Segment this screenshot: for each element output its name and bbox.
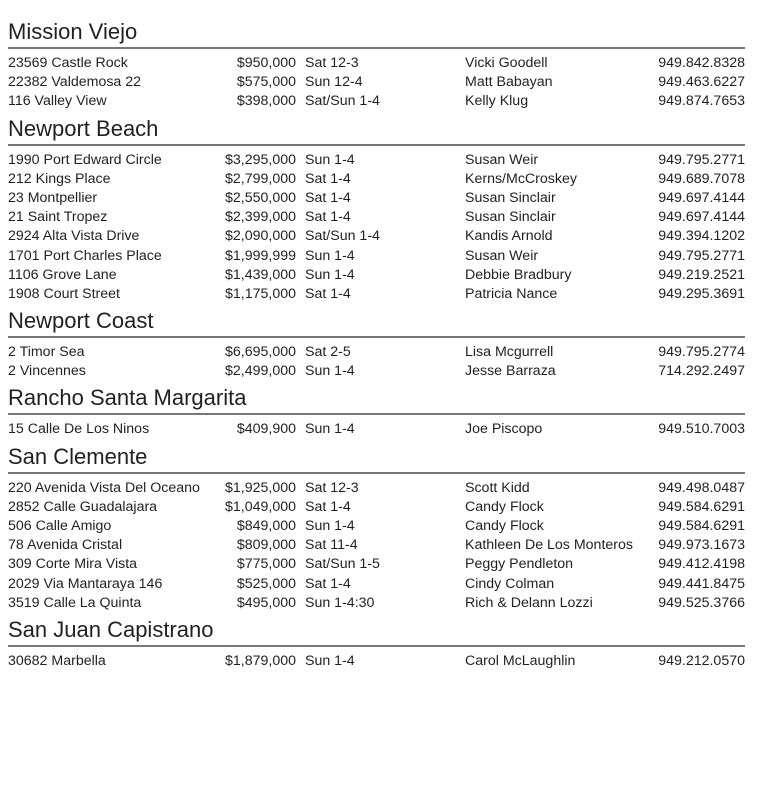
open-house-schedule: Sat 12-3 bbox=[305, 55, 359, 71]
agent-phone: 949.463.6227 bbox=[658, 74, 745, 91]
open-house-schedule: Sat 1-4 bbox=[305, 285, 351, 302]
open-house-schedule: Sun 12-4 bbox=[305, 74, 363, 91]
listing-price: $2,399,000 bbox=[224, 209, 296, 226]
listing-price: $849,000 bbox=[236, 518, 296, 534]
city-section bbox=[8, 384, 745, 439]
agent-name: Kelly Klug bbox=[465, 93, 529, 110]
listing-row bbox=[8, 517, 745, 536]
listing-address: 2 Vincennes bbox=[8, 363, 86, 380]
listing-row bbox=[8, 266, 745, 285]
agent-phone: 949.212.0570 bbox=[658, 652, 745, 669]
agent-name: Matt Babayan bbox=[465, 74, 553, 91]
open-house-schedule: Sun 1-4 bbox=[305, 266, 355, 283]
agent-phone: 714.292.2497 bbox=[658, 363, 745, 380]
listing-price: $950,000 bbox=[236, 55, 296, 71]
listing-address: 2029 Via Mantaraya 146 bbox=[8, 575, 163, 592]
city-heading: Newport Coast bbox=[8, 308, 154, 334]
listing-row bbox=[8, 54, 745, 73]
listing-address: 15 Calle De Los Ninos bbox=[8, 421, 150, 438]
listing-price: $2,499,000 bbox=[224, 363, 296, 380]
listing-price: $1,049,000 bbox=[224, 498, 296, 515]
listing-address: 1106 Grove Lane bbox=[8, 266, 117, 283]
agent-name: Susan Sinclair bbox=[465, 209, 556, 226]
open-house-schedule: Sun 1-4 bbox=[305, 363, 355, 380]
agent-name: Vicki Goodell bbox=[465, 55, 548, 71]
agent-phone: 949.219.2521 bbox=[658, 266, 745, 283]
agent-phone: 949.498.0487 bbox=[658, 479, 745, 496]
city-section bbox=[8, 443, 745, 613]
open-house-schedule: Sun 1-4 bbox=[305, 421, 355, 438]
city-section bbox=[8, 115, 745, 305]
agent-name: Candy Flock bbox=[465, 498, 544, 515]
listing-address: 21 Saint Tropez bbox=[8, 209, 108, 226]
listing-price: $1,175,000 bbox=[224, 285, 296, 302]
listing-row bbox=[8, 189, 745, 208]
agent-name: Peggy Pendleton bbox=[465, 556, 574, 573]
listing-row bbox=[8, 555, 745, 574]
listing-row bbox=[8, 362, 745, 381]
agent-phone: 949.689.7078 bbox=[658, 170, 745, 187]
city-heading: Newport Beach bbox=[8, 115, 159, 141]
listing-price: $409,900 bbox=[236, 421, 296, 438]
open-house-schedule: Sat 11-4 bbox=[305, 537, 358, 554]
listing-row bbox=[8, 73, 745, 92]
agent-phone: 949.584.6291 bbox=[658, 518, 745, 534]
agent-name: Patricia Nance bbox=[465, 285, 558, 302]
agent-name: Rich & Delann Lozzi bbox=[465, 594, 593, 611]
agent-name: Lisa Mcgurrell bbox=[465, 344, 554, 361]
open-house-schedule: Sat 2-5 bbox=[305, 344, 351, 361]
agent-phone: 949.394.1202 bbox=[658, 228, 745, 245]
open-house-schedule: Sat 1-4 bbox=[305, 498, 351, 515]
listing-price: $2,090,000 bbox=[224, 228, 296, 245]
listing-row bbox=[8, 594, 745, 613]
open-house-schedule: Sun 1-4:30 bbox=[305, 594, 375, 611]
open-house-schedule: Sat/Sun 1-4 bbox=[305, 93, 380, 110]
listing-address: 30682 Marbella bbox=[8, 652, 106, 669]
open-house-schedule: Sat/Sun 1-5 bbox=[305, 556, 380, 573]
agent-name: Joe Piscopo bbox=[465, 421, 543, 438]
open-house-schedule: Sat 1-4 bbox=[305, 170, 351, 187]
listing-price: $775,000 bbox=[236, 556, 296, 573]
agent-phone: 949.795.2774 bbox=[658, 344, 745, 361]
agent-phone: 949.525.3766 bbox=[658, 594, 745, 611]
listing-address: 2852 Calle Guadalajara bbox=[8, 498, 158, 515]
listing-price: $1,879,000 bbox=[224, 652, 296, 669]
listing-address: 116 Valley View bbox=[8, 93, 107, 110]
listing-price: $3,295,000 bbox=[224, 151, 296, 168]
agent-phone: 949.584.6291 bbox=[658, 498, 745, 515]
listing-row bbox=[8, 151, 745, 170]
section-divider bbox=[8, 47, 745, 49]
listing-price: $2,550,000 bbox=[224, 189, 296, 206]
listing-address: 22382 Valdemosa 22 bbox=[8, 74, 142, 91]
listing-price: $1,999,999 bbox=[224, 247, 296, 264]
listing-row bbox=[8, 170, 745, 189]
listing-address: 212 Kings Place bbox=[8, 170, 111, 187]
listing-address: 23 Montpellier bbox=[8, 189, 98, 206]
section-divider bbox=[8, 144, 745, 146]
agent-phone: 949.795.2771 bbox=[658, 247, 745, 264]
city-section bbox=[8, 307, 745, 381]
open-house-schedule: Sat 1-4 bbox=[305, 209, 351, 226]
open-house-schedule: Sat/Sun 1-4 bbox=[305, 228, 380, 245]
agent-name: Susan Sinclair bbox=[465, 189, 556, 206]
agent-phone: 949.510.7003 bbox=[658, 421, 745, 438]
agent-name: Kathleen De Los Monteros bbox=[465, 537, 633, 554]
agent-phone: 949.412.4198 bbox=[658, 556, 745, 573]
city-section bbox=[8, 616, 745, 671]
city-section bbox=[8, 18, 745, 112]
agent-name: Susan Weir bbox=[465, 151, 539, 168]
agent-name: Kandis Arnold bbox=[465, 228, 553, 245]
agent-name: Candy Flock bbox=[465, 518, 544, 534]
listing-row bbox=[8, 208, 745, 227]
agent-phone: 949.842.8328 bbox=[658, 55, 745, 71]
agent-phone: 949.973.1673 bbox=[658, 537, 745, 554]
city-heading: Rancho Santa Margarita bbox=[8, 385, 247, 411]
listing-price: $575,000 bbox=[236, 74, 296, 91]
agent-phone: 949.697.4144 bbox=[658, 209, 745, 226]
listing-price: $2,799,000 bbox=[224, 170, 296, 187]
city-heading: Mission Viejo bbox=[8, 19, 138, 44]
listing-row bbox=[8, 575, 745, 594]
listing-row bbox=[8, 420, 745, 439]
city-heading: San Clemente bbox=[8, 443, 148, 469]
agent-name: Carol McLaughlin bbox=[465, 652, 576, 669]
city-heading: San Juan Capistrano bbox=[8, 616, 214, 642]
listing-address: 3519 Calle La Quinta bbox=[8, 594, 142, 611]
open-house-schedule: Sun 1-4 bbox=[305, 652, 355, 669]
listing-price: $809,000 bbox=[236, 537, 296, 554]
listing-row bbox=[8, 479, 745, 498]
agent-phone: 949.874.7653 bbox=[658, 93, 745, 110]
listing-price: $398,000 bbox=[236, 93, 296, 110]
agent-name: Scott Kidd bbox=[465, 479, 530, 496]
open-house-schedule: Sat 1-4 bbox=[305, 189, 351, 206]
agent-name: Susan Weir bbox=[465, 247, 539, 264]
listing-address: 506 Calle Amigo bbox=[8, 518, 112, 534]
section-divider bbox=[8, 472, 745, 474]
listing-row bbox=[8, 652, 745, 671]
listing-price: $525,000 bbox=[236, 575, 296, 592]
agent-phone: 949.441.8475 bbox=[658, 575, 745, 592]
open-house-schedule: Sun 1-4 bbox=[305, 247, 355, 264]
agent-name: Debbie Bradbury bbox=[465, 266, 572, 283]
listing-address: 309 Corte Mira Vista bbox=[8, 556, 138, 573]
listing-row bbox=[8, 498, 745, 517]
open-house-schedule: Sun 1-4 bbox=[305, 151, 355, 168]
listing-row bbox=[8, 536, 745, 555]
listing-price: $6,695,000 bbox=[224, 344, 296, 361]
listing-row bbox=[8, 343, 745, 362]
open-house-schedule: Sat 12-3 bbox=[305, 479, 359, 496]
agent-name: Jesse Barraza bbox=[465, 363, 556, 380]
listing-address: 2 Timor Sea bbox=[8, 344, 85, 361]
listing-address: 1908 Court Street bbox=[8, 285, 120, 302]
listing-row bbox=[8, 285, 745, 304]
listing-address: 23569 Castle Rock bbox=[8, 55, 128, 71]
agent-phone: 949.295.3691 bbox=[658, 285, 745, 302]
open-house-schedule: Sat 1-4 bbox=[305, 575, 351, 592]
listing-address: 78 Avenida Cristal bbox=[8, 537, 123, 554]
agent-name: Kerns/McCroskey bbox=[465, 170, 577, 187]
listing-address: 220 Avenida Vista Del Oceano bbox=[8, 479, 200, 496]
section-divider bbox=[8, 645, 745, 647]
agent-phone: 949.795.2771 bbox=[658, 151, 745, 168]
open-house-listings bbox=[8, 18, 745, 674]
listing-address: 1990 Port Edward Circle bbox=[8, 151, 162, 168]
listing-price: $1,439,000 bbox=[224, 266, 296, 283]
listing-price: $1,925,000 bbox=[224, 479, 296, 496]
listing-price: $495,000 bbox=[236, 594, 296, 611]
open-house-schedule: Sun 1-4 bbox=[305, 518, 355, 534]
listing-row bbox=[8, 227, 745, 246]
section-divider bbox=[8, 413, 745, 415]
listing-row bbox=[8, 92, 745, 111]
agent-name: Cindy Colman bbox=[465, 575, 555, 592]
section-divider bbox=[8, 336, 745, 338]
listing-address: 2924 Alta Vista Drive bbox=[8, 228, 140, 245]
listing-row bbox=[8, 247, 745, 266]
agent-phone: 949.697.4144 bbox=[658, 189, 745, 206]
listing-address: 1701 Port Charles Place bbox=[8, 247, 162, 264]
